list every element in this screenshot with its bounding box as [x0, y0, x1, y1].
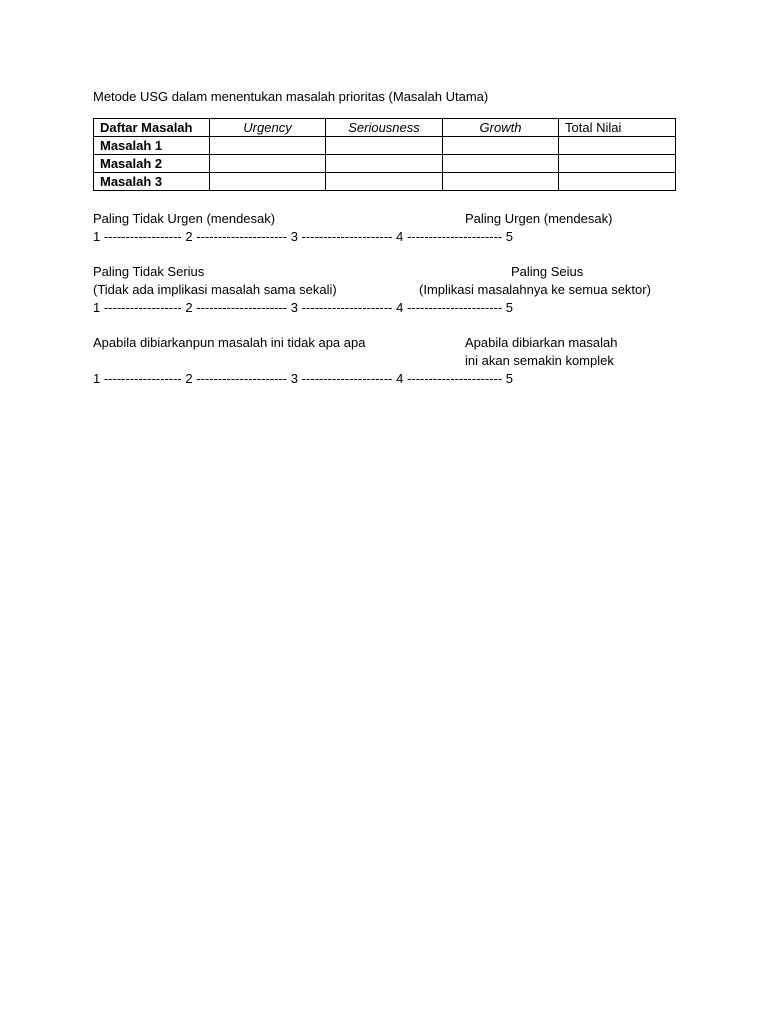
cell-growth [443, 137, 559, 155]
cell-total [559, 173, 676, 191]
cell-urgency [210, 155, 326, 173]
urgency-right-label: Paling Urgen (mendesak) [465, 211, 613, 226]
usg-table [93, 118, 676, 191]
header-seriousness: Seriousness [326, 119, 443, 137]
table-row [94, 155, 676, 173]
cell-growth [443, 173, 559, 191]
header-daftar-masalah: Daftar Masalah [94, 119, 210, 137]
seriousness-left-label: Paling Tidak Serius [93, 264, 205, 279]
cell-total [559, 155, 676, 173]
table-row [94, 137, 676, 155]
table-header-row [94, 119, 676, 137]
cell-seriousness [326, 155, 443, 173]
seriousness-right-label: Paling Seius [511, 264, 584, 279]
growth-scale: 1 ------------------ 2 --------------------- 3 --------------------- 4 ---------------------- 5 [93, 371, 514, 386]
seriousness-scale: 1 ------------------ 2 --------------------- 3 --------------------- 4 ---------------------- 5 [93, 300, 514, 315]
seriousness-right-note: (Implikasi masalahnya ke semua sektor) [419, 282, 651, 297]
header-growth: Growth [443, 119, 559, 137]
row-label: Masalah 3 [94, 173, 210, 191]
cell-growth [443, 155, 559, 173]
header-urgency: Urgency [210, 119, 326, 137]
cell-total [559, 137, 676, 155]
cell-urgency [210, 137, 326, 155]
cell-seriousness [326, 173, 443, 191]
cell-seriousness [326, 137, 443, 155]
seriousness-left-note: (Tidak ada implikasi masalah sama sekali) [93, 282, 337, 297]
growth-right-label-line1: Apabila dibiarkan masalah [465, 335, 618, 350]
row-label: Masalah 1 [94, 137, 210, 155]
growth-right-label-line2: ini akan semakin komplek [465, 353, 614, 368]
cell-urgency [210, 173, 326, 191]
table-row [94, 173, 676, 191]
row-label: Masalah 2 [94, 155, 210, 173]
growth-left-label: Apabila dibiarkanpun masalah ini tidak apa apa [93, 335, 366, 350]
urgency-scale: 1 ------------------ 2 --------------------- 3 --------------------- 4 ---------------------- 5 [93, 229, 514, 244]
document-title: Metode USG dalam menentukan masalah prioritas (Masalah Utama) [93, 89, 489, 104]
urgency-left-label: Paling Tidak Urgen (mendesak) [93, 211, 276, 226]
header-total-nilai: Total Nilai [559, 119, 676, 137]
